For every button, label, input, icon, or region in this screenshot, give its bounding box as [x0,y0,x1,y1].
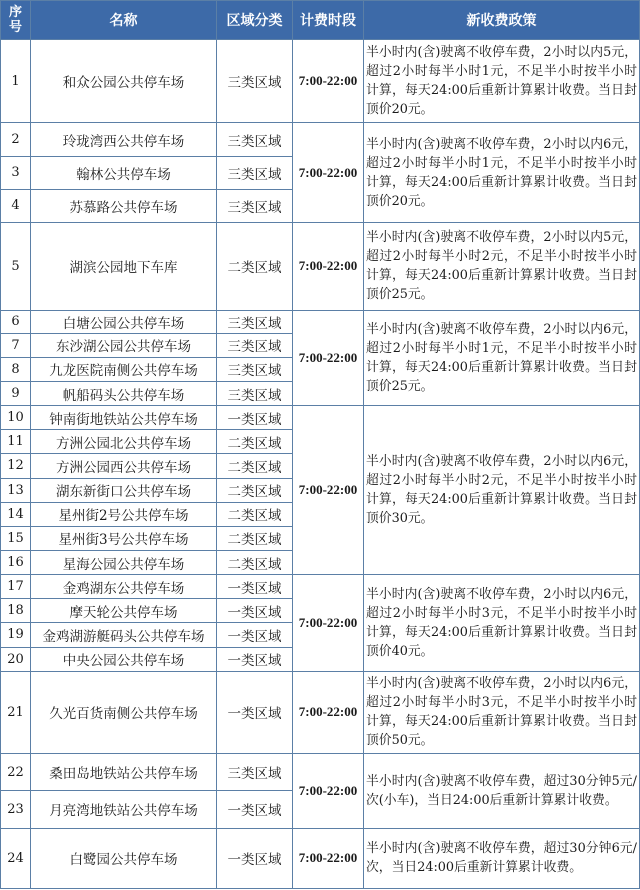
fee-policy: 半小时内(含)驶离不收停车费，2小时以内5元，超过2小时每半小时1元，不足半小时按半小时计算，每天24:00后重新计算累计收费。当日封顶价20元。 [364,40,640,123]
zone-class: 三类区域 [217,381,293,405]
header-zone: 区域分类 [217,1,293,40]
zone-class: 一类区域 [217,647,293,671]
table-row [1,406,640,430]
zone-class: 二类区域 [217,502,293,526]
row-number: 13 [1,478,31,502]
billing-period: 7:00-22:00 [293,671,364,753]
zone-class: 三类区域 [217,123,293,156]
fee-policy: 半小时内(含)驶离不收停车费，2小时以内6元，超过2小时每半小时1元，不足半小时按半小时计算，每天24:00后重新计算累计收费。当日封顶价20元。 [364,123,640,223]
zone-class: 一类区域 [217,671,293,753]
lot-name: 金鸡湖游艇码头公共停车场 [31,623,217,647]
zone-class: 三类区域 [217,156,293,189]
lot-name: 玲珑湾西公共停车场 [31,123,217,156]
table-row [1,828,640,888]
lot-name: 东沙湖公园公共停车场 [31,333,217,357]
zone-class: 三类区域 [217,310,293,333]
billing-period: 7:00-22:00 [293,123,364,223]
lot-name: 和众公园公共停车场 [31,40,217,123]
row-number: 14 [1,502,31,526]
zone-class: 一类区域 [217,791,293,828]
billing-period: 7:00-22:00 [293,406,364,575]
billing-period: 7:00-22:00 [293,575,364,672]
lot-name: 久光百货南侧公共停车场 [31,671,217,753]
zone-class: 一类区域 [217,828,293,888]
fee-policy: 半小时内(含)驶离不收停车费，2小时以内6元，超过2小时每半小时3元，不足半小时按半小时计算，每天24:00后重新计算累计收费。当日封顶价40元。 [364,575,640,672]
row-number: 3 [1,156,31,189]
lot-name: 星海公园公共停车场 [31,550,217,574]
lot-name: 摩天轮公共停车场 [31,599,217,623]
table-row [1,754,640,791]
row-number: 19 [1,623,31,647]
zone-class: 二类区域 [217,223,293,311]
zone-class: 三类区域 [217,40,293,123]
row-number: 24 [1,828,31,888]
row-number: 10 [1,406,31,430]
header-time: 计费时段 [293,1,364,40]
lot-name: 白鹭园公共停车场 [31,828,217,888]
lot-name: 九龙医院南侧公共停车场 [31,357,217,381]
row-number: 8 [1,357,31,381]
lot-name: 方洲公园北公共停车场 [31,430,217,454]
zone-class: 二类区域 [217,430,293,454]
row-number: 4 [1,189,31,222]
lot-name: 金鸡湖东公共停车场 [31,575,217,599]
row-number: 21 [1,671,31,753]
lot-name: 中央公园公共停车场 [31,647,217,671]
zone-class: 二类区域 [217,454,293,478]
lot-name: 湖滨公园地下车库 [31,223,217,311]
row-number: 22 [1,754,31,791]
lot-name: 帆船码头公共停车场 [31,381,217,405]
lot-name: 月亮湾地铁站公共停车场 [31,791,217,828]
lot-name: 湖东新街口公共停车场 [31,478,217,502]
row-number: 5 [1,223,31,311]
zone-class: 三类区域 [217,333,293,357]
billing-period: 7:00-22:00 [293,310,364,406]
lot-name: 白塘公园公共停车场 [31,310,217,333]
fee-policy: 半小时内(含)驶离不收停车费，2小时以内6元，超过2小时每半小时2元，不足半小时按半小时计算，每天24:00后重新计算累计收费。当日封顶价30元。 [364,406,640,575]
zone-class: 一类区域 [217,623,293,647]
billing-period: 7:00-22:00 [293,223,364,311]
header-row [1,1,640,40]
table-row [1,575,640,599]
zone-class: 三类区域 [217,754,293,791]
lot-name: 星州街3号公共停车场 [31,526,217,550]
zone-class: 一类区域 [217,575,293,599]
header-policy: 新收费政策 [364,1,640,40]
billing-period: 7:00-22:00 [293,754,364,828]
lot-name: 苏慕路公共停车场 [31,189,217,222]
billing-period: 7:00-22:00 [293,828,364,888]
zone-class: 三类区域 [217,189,293,222]
table-row [1,40,640,123]
header-seq: 序号 [1,1,31,40]
zone-class: 二类区域 [217,550,293,574]
row-number: 15 [1,526,31,550]
lot-name: 钟南街地铁站公共停车场 [31,406,217,430]
row-number: 17 [1,575,31,599]
row-number: 6 [1,310,31,333]
zone-class: 一类区域 [217,599,293,623]
row-number: 18 [1,599,31,623]
lot-name: 方洲公园西公共停车场 [31,454,217,478]
billing-period: 7:00-22:00 [293,40,364,123]
fee-policy: 半小时内(含)驶离不收停车费，2小时以内6元，超过2小时每半小时3元，不足半小时按半小时计算，每天24:00后重新计算累计收费。当日封顶价50元。 [364,671,640,753]
table-row [1,310,640,333]
fee-policy: 半小时内(含)驶离不收停车费，超过30分钟5元/次(小车)，当日24:00后重新计算累计收费。 [364,754,640,828]
zone-class: 二类区域 [217,478,293,502]
row-number: 7 [1,333,31,357]
row-number: 11 [1,430,31,454]
row-number: 23 [1,791,31,828]
row-number: 16 [1,550,31,574]
row-number: 1 [1,40,31,123]
table-row [1,123,640,156]
lot-name: 桑田岛地铁站公共停车场 [31,754,217,791]
lot-name: 星州街2号公共停车场 [31,502,217,526]
row-number: 9 [1,381,31,405]
zone-class: 二类区域 [217,526,293,550]
fee-policy: 半小时内(含)驶离不收停车费，超过30分钟6元/次，当日24:00后重新计算累计收费。 [364,828,640,888]
lot-name: 翰林公共停车场 [31,156,217,189]
table-row [1,223,640,311]
zone-class: 三类区域 [217,357,293,381]
fee-policy: 半小时内(含)驶离不收停车费，2小时以内5元，超过2小时每半小时2元，不足半小时按半小时计算，每天24:00后重新计算累计收费。当日封顶价25元。 [364,223,640,311]
fee-policy: 半小时内(含)驶离不收停车费，2小时以内6元，超过2小时每半小时1元，不足半小时按半小时计算，每天24:00后重新计算累计收费。当日封顶价25元。 [364,310,640,406]
zone-class: 一类区域 [217,406,293,430]
row-number: 20 [1,647,31,671]
row-number: 2 [1,123,31,156]
row-number: 12 [1,454,31,478]
table-row [1,671,640,753]
header-name: 名称 [31,1,217,40]
